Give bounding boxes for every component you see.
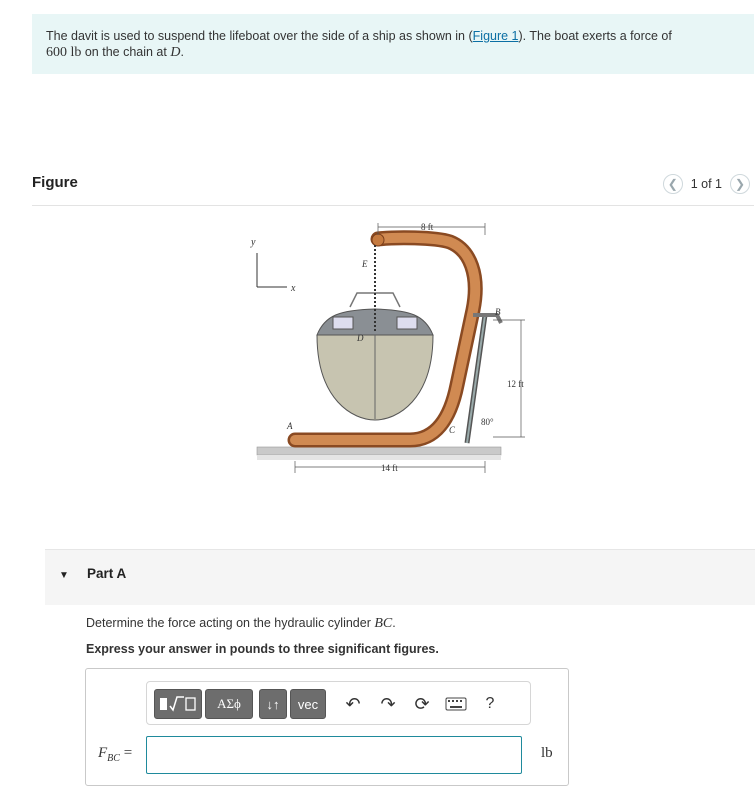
angle-label: 80°: [481, 417, 494, 427]
problem-period: .: [180, 45, 184, 59]
redo-icon[interactable]: ↷: [380, 693, 396, 714]
question-text: [86, 616, 396, 632]
problem-text-2: ). The boat exerts a force of: [518, 29, 672, 43]
davit-illustration: [245, 215, 524, 485]
point-d-label: D: [170, 45, 181, 60]
help-icon[interactable]: ?: [485, 695, 495, 712]
sort-button[interactable]: ↓↑: [259, 689, 287, 719]
question-member: BC: [374, 616, 393, 631]
chevron-left-icon[interactable]: ❮: [663, 174, 683, 194]
pager-text: 1 of 1: [690, 177, 722, 191]
reset-icon[interactable]: ⟳: [414, 693, 430, 714]
undo-icon[interactable]: ↶: [345, 693, 361, 714]
figure-pager: [663, 174, 750, 194]
problem-text-3: on the chain at: [81, 45, 171, 59]
answer-label-sub: BC: [107, 753, 120, 764]
point-c: C: [449, 425, 456, 435]
chevron-right-icon[interactable]: ❯: [730, 174, 750, 194]
keyboard-glyph: [445, 697, 467, 711]
answer-label-eq: =: [119, 745, 133, 761]
point-b: B: [495, 307, 501, 317]
answer-label: [98, 745, 132, 764]
figure-link[interactable]: Figure 1: [472, 29, 519, 43]
force-unit: lb: [70, 45, 82, 60]
point-a: A: [287, 421, 293, 431]
part-a-title: Part A: [87, 566, 127, 581]
part-a-header[interactable]: [45, 549, 755, 605]
vec-button[interactable]: vec: [290, 689, 326, 719]
axis-x-label: x: [291, 283, 296, 294]
davit-figure: [245, 215, 524, 485]
question-suffix: .: [392, 616, 396, 630]
answer-input[interactable]: [146, 736, 522, 774]
question-prefix: Determine the force acting on the hydraulic cylinder: [86, 616, 375, 630]
dim-8ft: 8 ft: [421, 222, 434, 232]
axis-y-label: y: [251, 237, 256, 248]
templates-icon: [158, 694, 198, 714]
greek-button[interactable]: ΑΣϕ: [205, 689, 253, 719]
problem-text-1: The davit is used to suspend the lifeboat over the side of a ship as shown in (: [46, 29, 473, 43]
figure-header: [32, 170, 754, 206]
answer-label-main: F: [98, 745, 108, 761]
template-button[interactable]: [154, 689, 202, 719]
problem-statement: [32, 14, 754, 74]
dim-12ft: 12 ft: [507, 379, 524, 389]
instruction-text: Express your answer in pounds to three significant figures.: [86, 642, 439, 656]
keyboard-icon[interactable]: [443, 690, 469, 718]
math-toolbar: [146, 681, 531, 725]
unit-label: lb: [541, 745, 553, 761]
point-d: D: [357, 333, 364, 343]
force-value: 600: [46, 45, 67, 60]
figure-title: Figure: [32, 174, 78, 191]
dim-14ft: 14 ft: [381, 463, 398, 473]
point-e: E: [362, 259, 368, 269]
answer-box: [85, 668, 569, 786]
caret-down-icon[interactable]: ▼: [59, 570, 69, 581]
